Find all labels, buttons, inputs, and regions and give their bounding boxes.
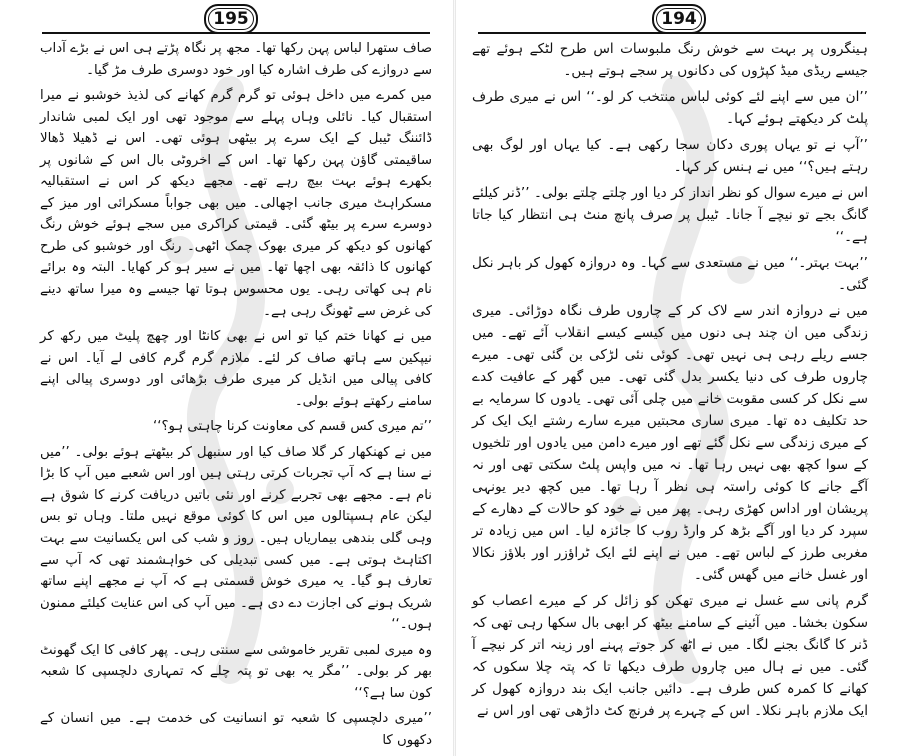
- header-rule: [478, 32, 866, 34]
- left-page-text: [40, 38, 432, 752]
- paragraph: اس نے میرے سوال کو نظر انداز کر دیا اور چلتے چلتے بولی۔ ’’ڈنر کیلئے گانگ بجے تو نیچے آ جانا۔ ٹیبل پر صرف پانچ منٹ ہی انتظار کیا جاتا ہے۔‘‘: [472, 185, 868, 245]
- paragraph: ’’میری دلچسپی کا شعبہ تو انسانیت کی خدمت ہے۔ میں انسان کے دکھوں کا: [40, 711, 432, 748]
- paragraph: ’’تم میری کس قسم کی معاونت کرنا چاہتی ہو؟‘‘: [153, 419, 432, 435]
- page-number-right: 194: [652, 4, 706, 34]
- header-rule: [42, 32, 430, 34]
- paragraph: گرم پانی سے غسل نے میری تھکن کو زائل کر کے میرے اعصاب کو سکون بخشا۔ میں آئینے کے سامنے بیٹھ کر ابھی بال سکھا رہی تھی کہ ڈنر کا گانگ بجنے لگا۔ میں نے اٹھ کر جوتے پہنے اور زینہ اتر کر نیچے آ گئی۔ میں نے ہال میں چاروں طرف دیکھا تا کہ پتہ چلا سکوں کہ کھانے کا کمرہ کس طرف ہے۔ دائیں جانب ایک بند دروازہ کھول کر ایک ملازم باہر نکلا۔ اس کے چہرے پر فرنچ کٹ داڑھی تھی اور اس نے: [472, 593, 868, 719]
- paragraph: ’’ان میں سے اپنے لئے کوئی لباس منتخب کر لو۔‘‘ اس نے میری طرف پلٹ کر دیکھتے ہوئے کہا۔: [472, 89, 868, 127]
- paragraph: میں کمرے میں داخل ہوئی تو گرم گرم کھانے کی لذیذ خوشبو نے میرا استقبال کیا۔ نائلی وہاں پہلے سے موجود تھی اور ایک لمبی شاندار ڈائننگ ٹیبل کے ایک سرے پر بیٹھی ہوئی تھی۔ اس نے ڈھیلا ڈھالا ساقیمتی گاؤن پہن رکھا تھا۔ اس کے اخروٹی بال اس کے شانوں پر بکھرے ہوئے بہت بیچ رہے تھے۔ مجھے دیکھ کر اس نے استقبالیہ مسکراہٹ میری جانب اچھالی۔ میں بھی جواباً مسکرائی اور میز کے دوسرے سرے پر بیٹھ گئی۔ قیمتی کراکری میں سجے ہوئے خوش رنگ کھانوں کو دیکھ کر میری بھوک چمک اٹھی۔ رنگ اور خوشبو کی طرح کھانوں کا ذائقہ بھی اچھا تھا۔ میں نے سیر ہو کر کھایا۔ البتہ وہ برائے نام ہی کھاتی رہی۔ یوں محسوس ہوتا تھا جیسے وہ میرا ساتھ دینے کی غرض سے ٹھونگ رہی ہے۔: [40, 88, 432, 319]
- right-page-text: [472, 38, 868, 722]
- paragraph: میں نے کھنکھار کر گلا صاف کیا اور سنبھل کر بیٹھتے ہوئے بولی۔ ’’میں نے سنا ہے کہ آپ تجربات کرتی رہتی ہیں اور اس شعبے میں آپ کا بڑا نام ہے۔ مجھے بھی تجربے کرنے اور نئی باتیں دریافت کرنے کا شوق ہے لیکن عام ہسپتالوں میں اس کا کوئی موقع نہیں ملتا۔ وہاں تو بس وہی گلی بندھی بیماریاں ہیں۔ روز و شب کی اس یکسانیت سے بہت اکتاہٹ ہوتی ہے۔ میں کسی تبدیلی کی خواہشمند تھی کہ آپ سے تعارف ہو گیا۔ یہ میری خوش قسمتی ہے کہ آپ نے مجھے اپنے ساتھ شریک ہونے کی اجازت دے دی ہے۔ میں آپ کی اس عنایت کیلئے ممنون ہوں۔‘‘: [40, 444, 432, 633]
- paragraph: میں نے دروازہ اندر سے لاک کر کے چاروں طرف نگاہ دوڑائی۔ میری زندگی میں ان چند ہی دنوں میں کیسے کیسے انقلاب آئے تھے۔ میں جسے ریلے رہی ہی نہیں تھی۔ کوئی نئی لڑکی بن گئی تھی۔ میرے چاروں طرف کی دنیا یکسر بدل گئی تھی۔ میں گھر کے عافیت کدے سے نکل کر کسی مقوبت خانے میں چلی آئی تھی۔ یادوں کا سرمایہ بے حد تکلیف دہ تھا۔ میری ساری محبتیں میرے سارے رشتے ایک ایک کر کے میری زندگی سے نکل گئے تھے اور میرے دامن میں یادوں اور تلخیوں کے سوا کچھ بھی نہیں رہا تھا۔ نہ میں واپس پلٹ سکتی تھی اور نہ آگے جانے کا کوئی راستہ ہی نظر آ رہا تھا۔ میں کچھ دیر یونہی پریشان اور اداس کھڑی رہی۔ پھر میں نے خود کو حالات کے دھارے کے سپرد کر دیا اور آگے بڑھ کر وارڈ روب کا جائزہ لیا۔ اس میں زیادہ تر مغربی طرز کے لباس تھے۔ میں نے اپنے لئے ایک ٹراؤزر اور بلاؤز نکالا اور غسل خانے میں گھس گئی۔: [472, 303, 868, 583]
- paragraph: میں نے کھانا ختم کیا تو اس نے بھی کانٹا اور چھچ پلیٹ میں رکھ کر نیپکین سے ہاتھ صاف کر لئے۔ ملازم گرم گرم کافی لے آیا۔ اس نے کافی پیالی میں انڈیل کر میری طرف بڑھائی اور دوسری پیالی اپنے سامنے رکھتے ہوئے بولی۔: [40, 329, 432, 409]
- page-number-left: 195: [204, 4, 258, 34]
- left-page: [0, 0, 454, 756]
- paragraph: ہینگروں پر بہت سے خوش رنگ ملبوسات اس طرح لٹکے ہوئے تھے جیسے ریڈی میڈ کپڑوں کی دکانوں پر سجے ہوتے ہیں۔: [472, 41, 868, 79]
- paragraph: صاف ستھرا لباس پہن رکھا تھا۔ مجھ پر نگاہ پڑتے ہی اس نے بڑے آداب سے دروازے کی طرف اشارہ کیا اور خود دوسری طرف مڑ گیا۔: [40, 41, 432, 78]
- paragraph: ’’آپ نے تو یہاں پوری دکان سجا رکھی ہے۔ کیا یہاں اور لوگ بھی رہتے ہیں؟‘‘ میں نے ہنس کر کہا۔: [472, 137, 868, 175]
- right-page: [456, 0, 910, 756]
- paragraph: وہ میری لمبی تقریر خاموشی سے سنتی رہی۔ پھر کافی کا ایک گھونٹ بھر کر بولی۔ ’’مگر یہ بھی تو پتہ چلے کہ تمہاری دلچسپی کا شعبہ کون سا ہے؟‘‘: [40, 642, 432, 701]
- paragraph: ’’بہت بہتر۔‘‘ میں نے مستعدی سے کہا۔ وہ دروازہ کھول کر باہر نکل گئی۔: [472, 255, 868, 293]
